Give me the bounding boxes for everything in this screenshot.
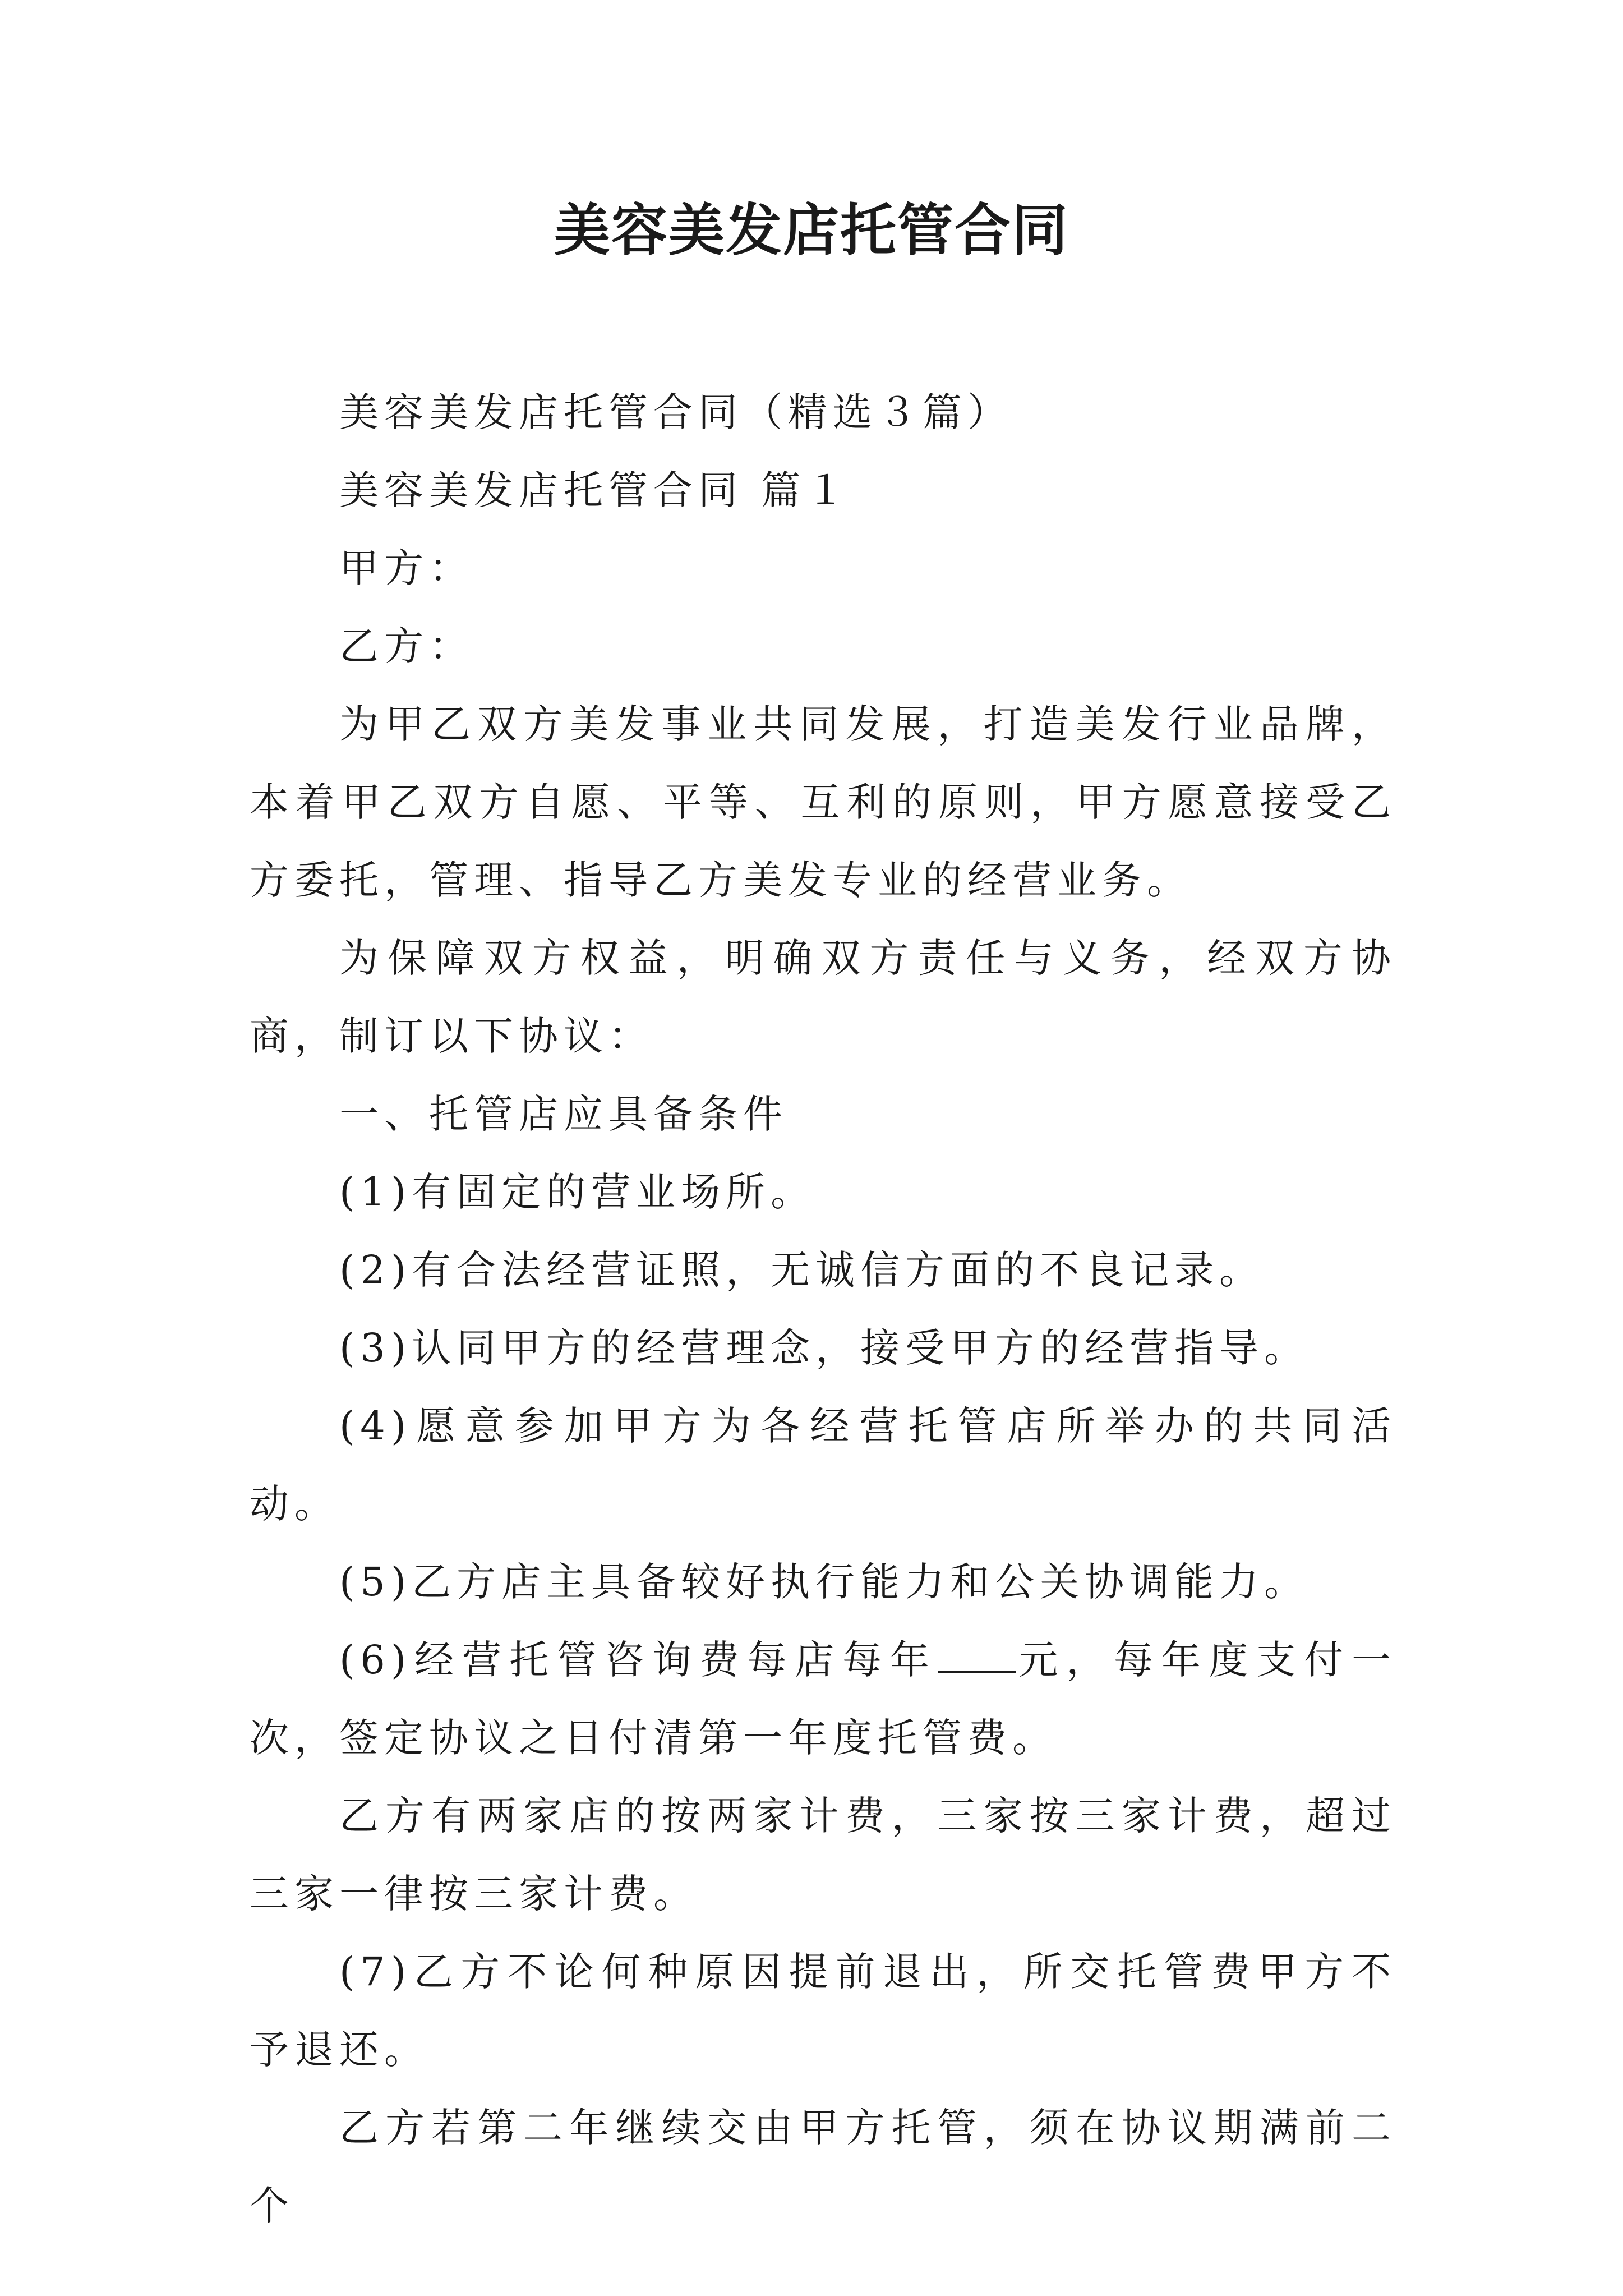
document-body — [250, 374, 1396, 2245]
paragraph-condition-4: (4)愿意参加甲方为各经营托管店所举办的共同活动。 — [250, 1403, 1396, 1527]
paragraph-condition-2: (2)有合法经营证照，无诚信方面的不良记录。 — [339, 1247, 1265, 1293]
paragraph-party-b: 乙方： — [339, 623, 474, 669]
fee-blank-line — [938, 1637, 1016, 1673]
paragraph-section-heading: 美容美发店托管合同 篇１ — [339, 467, 851, 513]
paragraph-condition-7: (7)乙方不论何种原因提前退出，所交托管费甲方不予退还。 — [250, 1949, 1396, 2073]
paragraph-fee-rule: 乙方有两家店的按两家计费，三家按三家计费，超过三家一律按三家计费。 — [250, 1793, 1396, 1917]
paragraph-conditions-heading: 一、托管店应具备条件 — [339, 1091, 788, 1137]
paragraph-party-a: 甲方： — [339, 545, 474, 591]
document-title: 美容美发店托管合同 — [554, 197, 1069, 263]
paragraph-condition-3: (3)认同甲方的经营理念，接受甲方的经营指导。 — [339, 1325, 1310, 1371]
fee-clause-before: (6)经营托管咨询费每店每年 — [339, 1637, 938, 1683]
paragraph-condition-6 — [250, 1621, 1396, 1777]
paragraph-subtitle: 美容美发店托管合同（精选３篇） — [339, 389, 1012, 435]
paragraph-purpose: 为甲乙双方美发事业共同发展，打造美发行业品牌，本着甲乙双方自愿、平等、互利的原则，甲方愿意接受乙方委托，管理、指导乙方美发专业的经营业务。 — [250, 701, 1396, 903]
paragraph-agreement: 为保障双方权益，明确双方责任与义务，经双方协商，制订以下协议： — [250, 935, 1396, 1059]
paragraph-condition-5: (5)乙方店主具备较好执行能力和公关协调能力。 — [339, 1559, 1310, 1605]
paragraph-condition-1: (1)有固定的营业场所。 — [339, 1169, 816, 1215]
fee-clause-after: 元，每年度支付一次，签定协议之日付清第一年度托管费。 — [250, 1637, 1397, 1761]
paragraph-renewal: 乙方若第二年继续交由甲方托管，须在协议期满前二个 — [250, 2105, 1396, 2229]
